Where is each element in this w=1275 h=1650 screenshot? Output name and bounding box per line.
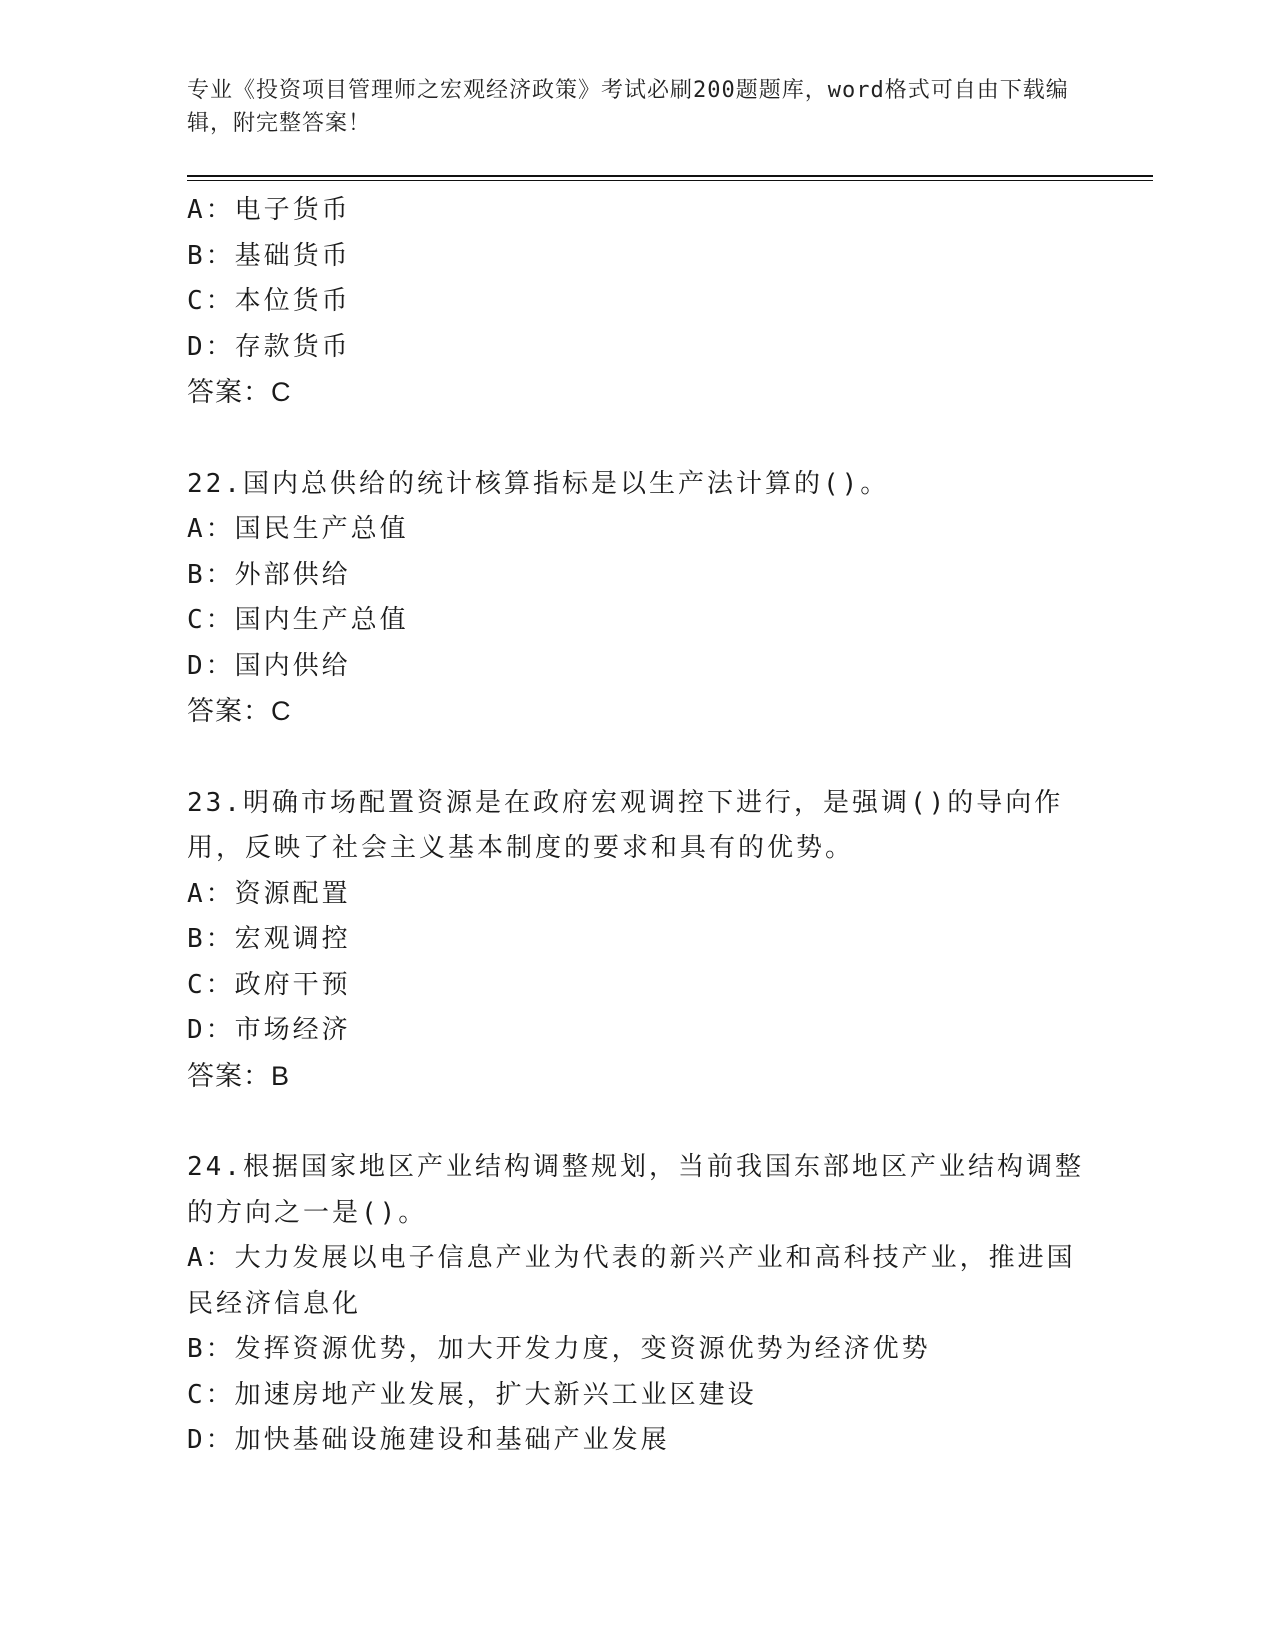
spacer: [187, 1099, 1087, 1145]
document-header: 专业《投资项目管理师之宏观经济政策》考试必刷200题题库，word格式可自由下载编辑，附完整答案！: [187, 78, 1069, 136]
answer-line: 答案：C: [187, 377, 292, 407]
option-a: A：资源配置: [187, 878, 351, 909]
question-text: 23.明确市场配置资源是在政府宏观调控下进行，是强调()的导向作用，反映了社会主义基本制度的要求和具有的优势。: [187, 787, 1064, 863]
question-block: [187, 188, 1087, 416]
option-b: B：基础货币: [187, 240, 351, 271]
option-d: D：市场经济: [187, 1015, 351, 1045]
option-d: D：加快基础设施建设和基础产业发展: [187, 1425, 670, 1455]
option-a: A：国民生产总值: [187, 514, 409, 544]
option-b: B：宏观调控: [187, 924, 351, 954]
question-text: 24.根据国家地区产业结构调整规划，当前我国东部地区产业结构调整的方向之一是()。: [187, 1152, 1084, 1228]
header-rule-thick: [187, 175, 1153, 177]
option-b: B：发挥资源优势，加大开发力度，变资源优势为经济优势: [187, 1334, 931, 1364]
answer-line: 答案：C: [187, 696, 292, 726]
spacer: [187, 735, 1087, 781]
option-d: D：国内供给: [187, 650, 351, 681]
option-a: A：电子货币: [187, 195, 351, 225]
question-block: [187, 781, 1087, 1100]
option-d: D：存款货币: [187, 331, 351, 362]
option-c: C：国内生产总值: [187, 605, 409, 635]
option-c: C：加速房地产业发展，扩大新兴工业区建设: [187, 1379, 757, 1410]
question-block: [187, 1145, 1087, 1464]
option-c: C：本位货币: [187, 286, 351, 316]
spacer: [187, 416, 1087, 462]
option-a: A：大力发展以电子信息产业为代表的新兴产业和高科技产业，推进国民经济信息化: [187, 1243, 1076, 1319]
option-c: C：政府干预: [187, 969, 351, 1000]
header-rule-thin: [187, 180, 1153, 181]
question-text: 22.国内总供给的统计核算指标是以生产法计算的()。: [187, 468, 890, 499]
question-block: [187, 462, 1087, 735]
answer-line: 答案：B: [187, 1060, 291, 1091]
option-b: B：外部供给: [187, 559, 351, 590]
question-list: [187, 188, 1087, 1464]
